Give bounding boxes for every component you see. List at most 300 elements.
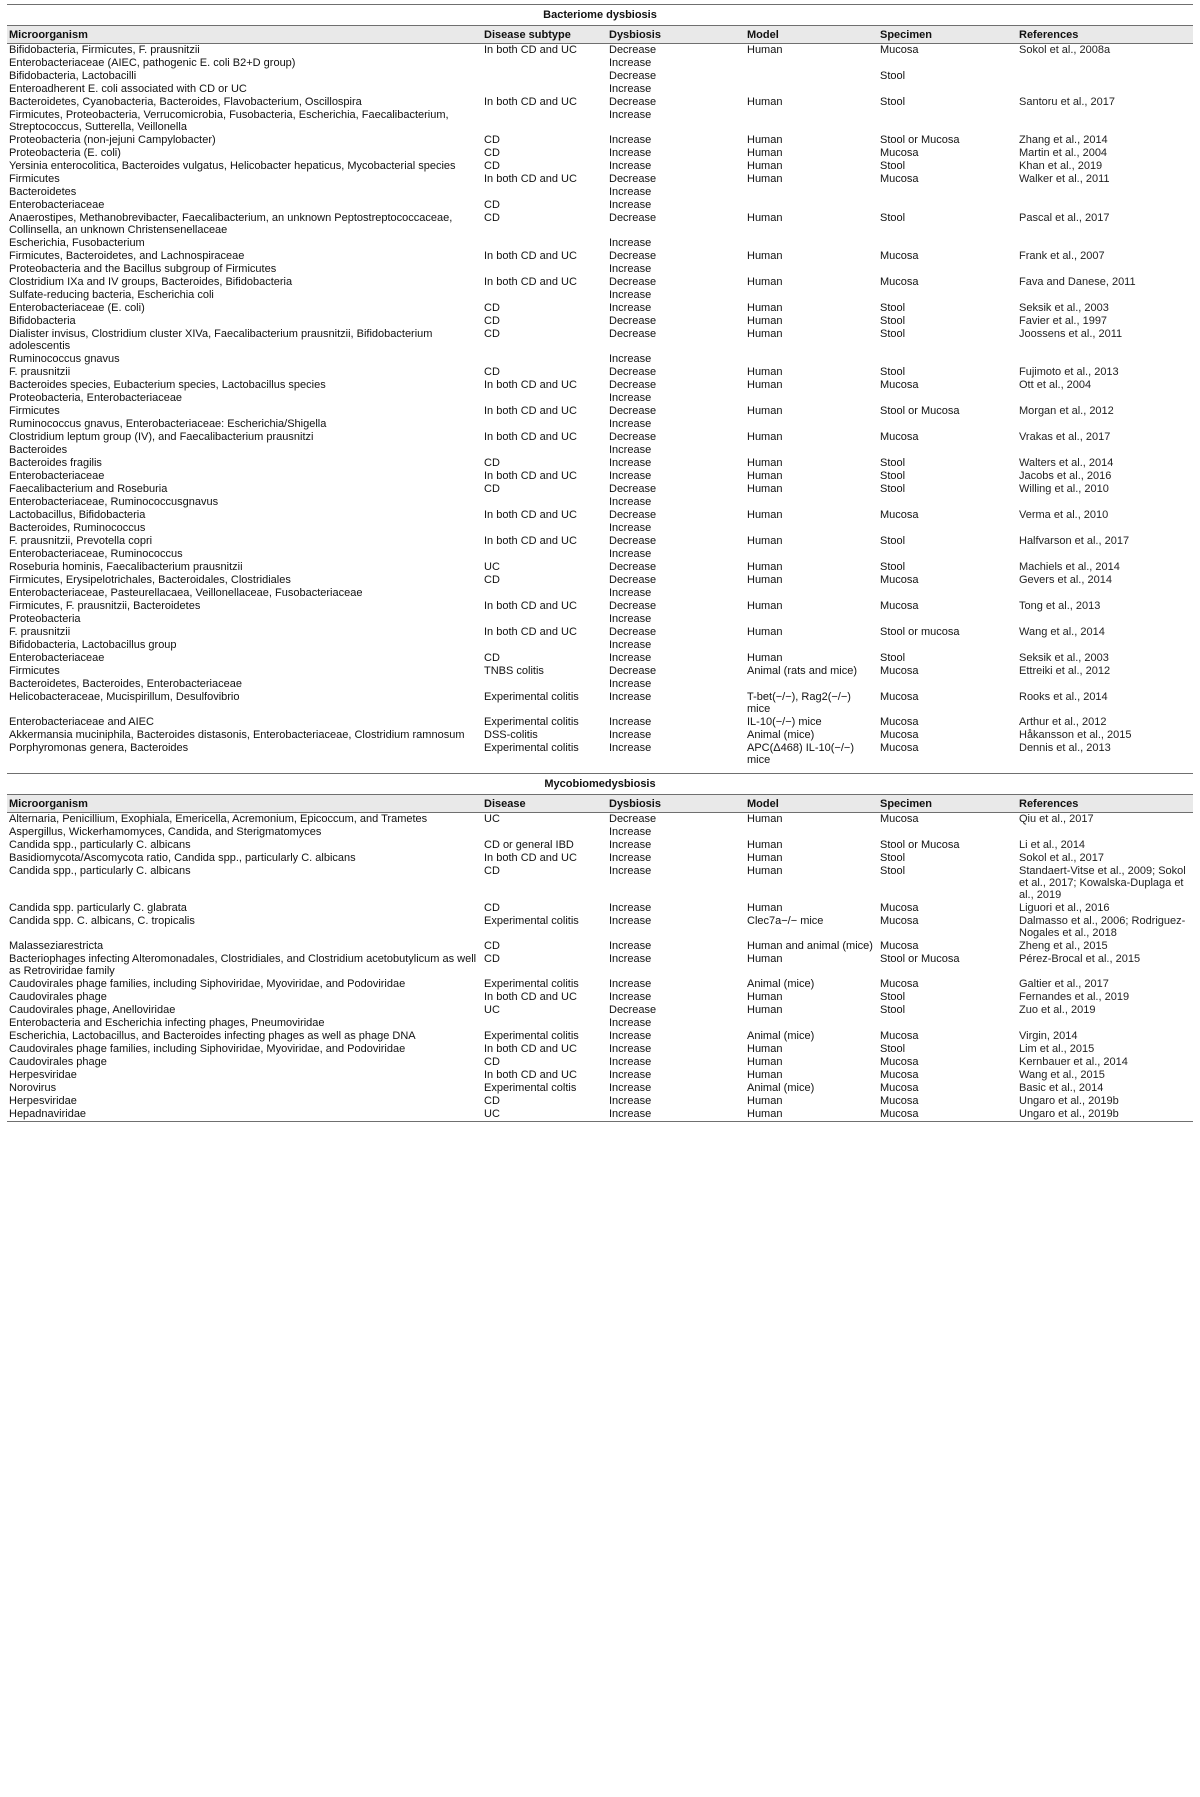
cell-dysbiosis: Decrease bbox=[609, 483, 657, 495]
cell-model: Human bbox=[747, 405, 783, 417]
table-row bbox=[7, 496, 1193, 509]
cell-model: Human bbox=[747, 1095, 783, 1107]
column-header-disease: Disease bbox=[482, 795, 607, 813]
cell-specimen: Mucosa bbox=[880, 44, 919, 56]
cell-dysbiosis: Decrease bbox=[609, 250, 657, 262]
table-row bbox=[7, 57, 1193, 70]
cell-dysbiosis: Increase bbox=[609, 134, 652, 146]
cell-disease: Experimental colitis bbox=[484, 978, 579, 990]
table-row bbox=[7, 1017, 1193, 1030]
cell-references: Morgan et al., 2012 bbox=[1019, 405, 1114, 417]
cell-references: Zuo et al., 2019 bbox=[1019, 1004, 1096, 1016]
cell-references: Sokol et al., 2008a bbox=[1019, 44, 1111, 56]
cell-model: Human bbox=[747, 315, 783, 327]
cell-dysbiosis: Increase bbox=[609, 289, 652, 301]
cell-microorganism: Firmicutes bbox=[9, 173, 60, 185]
table-row bbox=[7, 199, 1193, 212]
cell-microorganism: Herpesviridae bbox=[9, 1069, 77, 1081]
cell-model: Human bbox=[747, 134, 783, 146]
cell-dysbiosis: Increase bbox=[609, 826, 652, 838]
cell-disease bbox=[482, 639, 607, 652]
cell-disease: CD bbox=[484, 940, 500, 952]
cell-model: Human bbox=[747, 328, 783, 340]
mycobiome-section-title: Mycobiomedysbiosis bbox=[7, 774, 1193, 795]
cell-microorganism: Alternaria, Penicillium, Exophiala, Emericella, Acremonium, Epicoccum, and Trametes bbox=[9, 813, 428, 825]
cell-references: Seksik et al., 2003 bbox=[1019, 302, 1109, 314]
cell-dysbiosis: Increase bbox=[609, 1082, 652, 1094]
cell-specimen: Mucosa bbox=[880, 1095, 919, 1107]
cell-microorganism: Bifidobacteria, Lactobacillus group bbox=[9, 639, 177, 651]
cell-specimen bbox=[878, 418, 1017, 431]
cell-references: Machiels et al., 2014 bbox=[1019, 561, 1120, 573]
cell-disease bbox=[482, 263, 607, 276]
cell-microorganism: Faecalibacterium and Roseburia bbox=[9, 483, 168, 495]
table-row bbox=[7, 626, 1193, 639]
cell-microorganism: Roseburia hominis, Faecalibacterium prausnitzii bbox=[9, 561, 243, 573]
cell-model bbox=[745, 522, 878, 535]
cell-disease: TNBS colitis bbox=[484, 665, 544, 677]
cell-microorganism: Caudovirales phage families, including Siphoviridae, Myoviridae, and Podoviridae bbox=[9, 1043, 406, 1055]
cell-specimen bbox=[878, 186, 1017, 199]
cell-specimen: Mucosa bbox=[880, 431, 919, 443]
cell-specimen: Stool bbox=[880, 328, 906, 340]
cell-dysbiosis: Decrease bbox=[609, 366, 657, 378]
cell-references: Walters et al., 2014 bbox=[1019, 457, 1114, 469]
cell-disease: CD bbox=[484, 457, 500, 469]
cell-dysbiosis: Increase bbox=[609, 1108, 652, 1120]
cell-references: Khan et al., 2019 bbox=[1019, 160, 1103, 172]
cell-disease: Experimental colitis bbox=[484, 915, 579, 927]
table-row bbox=[7, 652, 1193, 665]
cell-model: Human bbox=[747, 652, 783, 664]
cell-references bbox=[1017, 392, 1193, 405]
cell-model bbox=[745, 289, 878, 302]
column-header-model: Model bbox=[745, 795, 878, 813]
table-row bbox=[7, 561, 1193, 574]
bacteriome-header-row bbox=[7, 26, 1193, 44]
cell-disease bbox=[482, 237, 607, 250]
cell-microorganism: Yersinia enterocolitica, Bacteroides vulgatus, Helicobacter hepaticus, Mycobacterial species bbox=[9, 160, 456, 172]
cell-model: Human and animal (mice) bbox=[747, 940, 873, 952]
column-header-references: References bbox=[1017, 26, 1193, 44]
cell-model: Human bbox=[747, 44, 783, 56]
cell-model bbox=[745, 186, 878, 199]
cell-specimen: Mucosa bbox=[880, 379, 919, 391]
table-row bbox=[7, 328, 1193, 353]
column-header-model: Model bbox=[745, 26, 878, 44]
cell-specimen: Stool bbox=[880, 1004, 906, 1016]
table-row bbox=[7, 1043, 1193, 1056]
cell-disease: CD bbox=[484, 328, 500, 340]
cell-disease: Experimental coltis bbox=[484, 1082, 577, 1094]
table-row bbox=[7, 522, 1193, 535]
column-header-references: References bbox=[1017, 795, 1193, 813]
cell-specimen: Stool bbox=[880, 1043, 906, 1055]
cell-dysbiosis: Increase bbox=[609, 729, 652, 741]
mycobiome-rows bbox=[7, 813, 1193, 1122]
cell-microorganism: Hepadnaviridae bbox=[9, 1108, 87, 1120]
cell-model bbox=[745, 70, 878, 83]
cell-specimen bbox=[878, 57, 1017, 70]
cell-disease: In both CD and UC bbox=[484, 173, 577, 185]
cell-disease bbox=[482, 186, 607, 199]
cell-microorganism: Sulfate-reducing bacteria, Escherichia coli bbox=[9, 289, 214, 301]
table-row bbox=[7, 535, 1193, 548]
cell-specimen: Stool bbox=[880, 865, 906, 877]
cell-disease: In both CD and UC bbox=[484, 276, 577, 288]
column-header-dysbiosis: Dysbiosis bbox=[607, 795, 745, 813]
table-row bbox=[7, 587, 1193, 600]
cell-disease bbox=[482, 444, 607, 457]
cell-references bbox=[1017, 548, 1193, 561]
cell-model: Human bbox=[747, 250, 783, 262]
cell-disease: In both CD and UC bbox=[484, 96, 577, 108]
cell-references: Lim et al., 2015 bbox=[1019, 1043, 1095, 1055]
cell-disease: UC bbox=[484, 1108, 500, 1120]
cell-dysbiosis: Decrease bbox=[609, 315, 657, 327]
cell-specimen: Mucosa bbox=[880, 1030, 919, 1042]
cell-model bbox=[745, 57, 878, 70]
cell-specimen bbox=[878, 1017, 1017, 1030]
cell-specimen: Mucosa bbox=[880, 940, 919, 952]
cell-specimen bbox=[878, 109, 1017, 134]
cell-microorganism: Proteobacteria (non-jejuni Campylobacter) bbox=[9, 134, 216, 146]
cell-microorganism: Anaerostipes, Methanobrevibacter, Faecalibacterium, an unknown Peptostreptococcaceae, Collinsella, an unknown Christensenellaceae bbox=[9, 212, 453, 236]
cell-specimen: Stool bbox=[880, 70, 906, 82]
cell-model bbox=[745, 392, 878, 405]
cell-references: Li et al., 2014 bbox=[1019, 839, 1086, 851]
cell-dysbiosis: Increase bbox=[609, 587, 652, 599]
cell-dysbiosis: Decrease bbox=[609, 431, 657, 443]
cell-microorganism: Bacteroides fragilis bbox=[9, 457, 102, 469]
cell-dysbiosis: Increase bbox=[609, 639, 652, 651]
cell-microorganism: Enterobacteriaceae, Ruminococcusgnavus bbox=[9, 496, 219, 508]
cell-disease bbox=[482, 353, 607, 366]
table-row bbox=[7, 915, 1193, 940]
cell-microorganism: Enterobacteriaceae, Ruminococcus bbox=[9, 548, 183, 560]
cell-specimen bbox=[878, 83, 1017, 96]
cell-microorganism: Caudovirales phage families, including Siphoviridae, Myoviridae, and Podoviridae bbox=[9, 978, 406, 990]
bacteriome-section bbox=[7, 5, 1193, 44]
cell-specimen: Stool bbox=[880, 991, 906, 1003]
cell-dysbiosis: Increase bbox=[609, 652, 652, 664]
cell-dysbiosis: Increase bbox=[609, 237, 652, 249]
cell-references: Standaert-Vitse et al., 2009; Sokol et al., 2017; Kowalska-Duplaga et al., 2019 bbox=[1019, 865, 1186, 901]
table-row bbox=[7, 405, 1193, 418]
table-row bbox=[7, 902, 1193, 915]
cell-specimen: Mucosa bbox=[880, 173, 919, 185]
cell-model: Animal (mice) bbox=[747, 1082, 815, 1094]
table-row bbox=[7, 1004, 1193, 1017]
cell-dysbiosis: Increase bbox=[609, 1056, 652, 1068]
cell-model bbox=[745, 639, 878, 652]
cell-specimen: Mucosa bbox=[880, 813, 919, 825]
cell-dysbiosis: Increase bbox=[609, 991, 652, 1003]
cell-dysbiosis: Increase bbox=[609, 109, 652, 121]
cell-model: Human bbox=[747, 574, 783, 586]
cell-specimen: Stool bbox=[880, 652, 906, 664]
cell-specimen bbox=[878, 639, 1017, 652]
cell-dysbiosis: Increase bbox=[609, 444, 652, 456]
cell-references: Halfvarson et al., 2017 bbox=[1019, 535, 1130, 547]
cell-specimen: Mucosa bbox=[880, 1082, 919, 1094]
table-row bbox=[7, 96, 1193, 109]
cell-references bbox=[1017, 199, 1193, 212]
cell-model bbox=[745, 263, 878, 276]
cell-model: Human bbox=[747, 212, 783, 224]
cell-dysbiosis: Increase bbox=[609, 83, 652, 95]
cell-model: Human bbox=[747, 1004, 783, 1016]
table-row bbox=[7, 302, 1193, 315]
table-row bbox=[7, 353, 1193, 366]
table-row bbox=[7, 1095, 1193, 1108]
cell-dysbiosis: Increase bbox=[609, 302, 652, 314]
cell-model: Human bbox=[747, 379, 783, 391]
cell-dysbiosis: Increase bbox=[609, 613, 652, 625]
cell-dysbiosis: Increase bbox=[609, 263, 652, 275]
cell-disease bbox=[482, 1017, 607, 1030]
cell-references: Zhang et al., 2014 bbox=[1019, 134, 1108, 146]
table-row bbox=[7, 444, 1193, 457]
cell-disease: Experimental colitis bbox=[484, 742, 579, 754]
cell-specimen: Mucosa bbox=[880, 742, 919, 754]
cell-references: Wang et al., 2014 bbox=[1019, 626, 1105, 638]
cell-model: Human bbox=[747, 457, 783, 469]
cell-specimen: Stool or mucosa bbox=[880, 626, 960, 638]
cell-disease bbox=[482, 70, 607, 83]
cell-microorganism: Norovirus bbox=[9, 1082, 57, 1094]
cell-references bbox=[1017, 613, 1193, 626]
cell-model bbox=[745, 237, 878, 250]
cell-microorganism: Bifidobacteria bbox=[9, 315, 76, 327]
cell-model: Human bbox=[747, 561, 783, 573]
cell-references: Dalmasso et al., 2006; Rodriguez-Nogales et al., 2018 bbox=[1019, 915, 1186, 939]
table-row bbox=[7, 276, 1193, 289]
cell-model: T-bet(−/−), Rag2(−/−) mice bbox=[747, 691, 851, 715]
cell-references bbox=[1017, 83, 1193, 96]
cell-model: Human bbox=[747, 600, 783, 612]
table-row bbox=[7, 70, 1193, 83]
cell-model: Human bbox=[747, 839, 783, 851]
cell-dysbiosis: Increase bbox=[609, 691, 652, 703]
cell-references: Santoru et al., 2017 bbox=[1019, 96, 1116, 108]
cell-specimen: Mucosa bbox=[880, 915, 919, 927]
cell-model: Human bbox=[747, 535, 783, 547]
table-row bbox=[7, 691, 1193, 716]
cell-microorganism: Enterobacteriaceae bbox=[9, 470, 105, 482]
column-header-specimen: Specimen bbox=[878, 795, 1017, 813]
cell-dysbiosis: Decrease bbox=[609, 574, 657, 586]
cell-disease: In both CD and UC bbox=[484, 44, 577, 56]
cell-specimen bbox=[878, 392, 1017, 405]
cell-microorganism: Enterobacteriaceae and AIEC bbox=[9, 716, 154, 728]
cell-references: Joossens et al., 2011 bbox=[1019, 328, 1123, 340]
cell-microorganism: Herpesviridae bbox=[9, 1095, 77, 1107]
table-row bbox=[7, 366, 1193, 379]
cell-microorganism: Bacteroidetes, Cyanobacteria, Bacteroides, Flavobacterium, Oscillospira bbox=[9, 96, 362, 108]
cell-model: Human bbox=[747, 483, 783, 495]
cell-disease: In both CD and UC bbox=[484, 626, 577, 638]
cell-disease bbox=[482, 392, 607, 405]
cell-microorganism: Ruminococcus gnavus bbox=[9, 353, 120, 365]
cell-disease: CD or general IBD bbox=[484, 839, 574, 851]
cell-references bbox=[1017, 237, 1193, 250]
cell-specimen: Stool bbox=[880, 96, 906, 108]
cell-specimen: Stool bbox=[880, 457, 906, 469]
cell-references: Tong et al., 2013 bbox=[1019, 600, 1101, 612]
cell-microorganism: Bacteroides, Ruminococcus bbox=[9, 522, 146, 534]
table-row bbox=[7, 237, 1193, 250]
cell-microorganism: Escherichia, Fusobacterium bbox=[9, 237, 145, 249]
cell-specimen bbox=[878, 353, 1017, 366]
cell-dysbiosis: Increase bbox=[609, 1017, 652, 1029]
cell-model bbox=[745, 444, 878, 457]
table-row bbox=[7, 613, 1193, 626]
cell-microorganism: Proteobacteria bbox=[9, 613, 81, 625]
cell-dysbiosis: Decrease bbox=[609, 96, 657, 108]
cell-disease bbox=[482, 587, 607, 600]
cell-specimen: Mucosa bbox=[880, 574, 919, 586]
cell-references: Wang et al., 2015 bbox=[1019, 1069, 1105, 1081]
cell-disease: CD bbox=[484, 953, 500, 965]
cell-specimen: Stool bbox=[880, 302, 906, 314]
table-bottom-rule bbox=[7, 1121, 1193, 1122]
cell-references: Fava and Danese, 2011 bbox=[1019, 276, 1136, 288]
cell-microorganism: Lactobacillus, Bifidobacteria bbox=[9, 509, 146, 521]
table-row bbox=[7, 940, 1193, 953]
cell-microorganism: Akkermansia muciniphila, Bacteroides distasonis, Enterobacteriaceae, Clostridium ramnosum bbox=[9, 729, 465, 741]
cell-model bbox=[745, 199, 878, 212]
cell-dysbiosis: Increase bbox=[609, 199, 652, 211]
cell-microorganism: Enterobacteria and Escherichia infecting phages, Pneumoviridae bbox=[9, 1017, 325, 1029]
cell-specimen: Mucosa bbox=[880, 902, 919, 914]
cell-references: Zheng et al., 2015 bbox=[1019, 940, 1108, 952]
cell-model: Animal (rats and mice) bbox=[747, 665, 858, 677]
cell-disease: CD bbox=[484, 574, 500, 586]
cell-specimen: Stool bbox=[880, 212, 906, 224]
cell-references: Håkansson et al., 2015 bbox=[1019, 729, 1132, 741]
cell-dysbiosis: Decrease bbox=[609, 44, 657, 56]
table-row bbox=[7, 431, 1193, 444]
cell-references: Jacobs et al., 2016 bbox=[1019, 470, 1112, 482]
cell-disease: In both CD and UC bbox=[484, 1043, 577, 1055]
mycobiome-header-row bbox=[7, 795, 1193, 813]
cell-model: Animal (mice) bbox=[747, 1030, 815, 1042]
cell-model: Human bbox=[747, 173, 783, 185]
cell-disease: UC bbox=[484, 1004, 500, 1016]
bacteriome-section-title: Bacteriome dysbiosis bbox=[7, 5, 1193, 26]
cell-dysbiosis: Increase bbox=[609, 522, 652, 534]
cell-specimen: Mucosa bbox=[880, 1108, 919, 1120]
cell-disease: In both CD and UC bbox=[484, 535, 577, 547]
table-row bbox=[7, 457, 1193, 470]
cell-microorganism: Basidiomycota/Ascomycota ratio, Candida spp., particularly C. albicans bbox=[9, 852, 356, 864]
cell-microorganism: Enterobacteriaceae (E. coli) bbox=[9, 302, 145, 314]
table-row bbox=[7, 852, 1193, 865]
cell-model bbox=[745, 109, 878, 134]
cell-model: Human bbox=[747, 865, 783, 877]
cell-model: Human bbox=[747, 902, 783, 914]
cell-specimen: Stool bbox=[880, 535, 906, 547]
cell-specimen bbox=[878, 587, 1017, 600]
cell-specimen bbox=[878, 289, 1017, 302]
cell-specimen: Stool bbox=[880, 852, 906, 864]
cell-disease: In both CD and UC bbox=[484, 379, 577, 391]
cell-microorganism: Enterobacteriaceae bbox=[9, 652, 105, 664]
cell-microorganism: Porphyromonas genera, Bacteroides bbox=[9, 742, 189, 754]
cell-references: Ungaro et al., 2019b bbox=[1019, 1095, 1119, 1107]
table-row bbox=[7, 263, 1193, 276]
cell-disease bbox=[482, 678, 607, 691]
section-title-row bbox=[7, 5, 1193, 26]
cell-microorganism: Aspergillus, Wickerhamomyces, Candida, and Sterigmatomyces bbox=[9, 826, 322, 838]
cell-references bbox=[1017, 678, 1193, 691]
cell-dysbiosis: Increase bbox=[609, 496, 652, 508]
cell-specimen: Mucosa bbox=[880, 729, 919, 741]
cell-microorganism: Helicobacteraceae, Mucispirillum, Desulfovibrio bbox=[9, 691, 240, 703]
cell-disease bbox=[482, 83, 607, 96]
cell-references: Kernbauer et al., 2014 bbox=[1019, 1056, 1128, 1068]
cell-specimen: Mucosa bbox=[880, 691, 919, 703]
cell-disease: CD bbox=[484, 315, 500, 327]
cell-references: Ettreiki et al., 2012 bbox=[1019, 665, 1111, 677]
table-row bbox=[7, 44, 1193, 58]
cell-specimen: Stool bbox=[880, 561, 906, 573]
cell-disease bbox=[482, 548, 607, 561]
cell-dysbiosis: Increase bbox=[609, 1030, 652, 1042]
cell-model: IL-10(−/−) mice bbox=[747, 716, 822, 728]
table-row bbox=[7, 729, 1193, 742]
table-row bbox=[7, 509, 1193, 522]
table-row bbox=[7, 160, 1193, 173]
cell-specimen: Stool bbox=[880, 366, 906, 378]
cell-model bbox=[745, 496, 878, 509]
cell-microorganism: Candida spp. particularly C. glabrata bbox=[9, 902, 187, 914]
cell-model bbox=[745, 826, 878, 839]
column-header-specimen: Specimen bbox=[878, 26, 1017, 44]
cell-microorganism: Malasseziarestricta bbox=[9, 940, 104, 952]
cell-disease: DSS-colitis bbox=[484, 729, 538, 741]
cell-disease: CD bbox=[484, 652, 500, 664]
cell-dysbiosis: Increase bbox=[609, 716, 652, 728]
table-row bbox=[7, 1082, 1193, 1095]
cell-references bbox=[1017, 289, 1193, 302]
table-row bbox=[7, 839, 1193, 852]
cell-dysbiosis: Increase bbox=[609, 865, 652, 877]
cell-dysbiosis: Increase bbox=[609, 953, 652, 965]
cell-microorganism: Proteobacteria (E. coli) bbox=[9, 147, 121, 159]
cell-specimen: Stool or Mucosa bbox=[880, 839, 960, 851]
cell-disease: CD bbox=[484, 160, 500, 172]
table-row bbox=[7, 678, 1193, 691]
cell-microorganism: Bifidobacteria, Lactobacilli bbox=[9, 70, 137, 82]
cell-model: Human bbox=[747, 302, 783, 314]
cell-references: Dennis et al., 2013 bbox=[1019, 742, 1111, 754]
cell-model: Human bbox=[747, 509, 783, 521]
table-row bbox=[7, 865, 1193, 902]
cell-dysbiosis: Decrease bbox=[609, 509, 657, 521]
bacteriome-rows bbox=[7, 44, 1193, 768]
cell-dysbiosis: Increase bbox=[609, 470, 652, 482]
cell-dysbiosis: Increase bbox=[609, 392, 652, 404]
cell-microorganism: Proteobacteria, Enterobacteriaceae bbox=[9, 392, 183, 404]
table-row bbox=[7, 548, 1193, 561]
cell-model bbox=[745, 548, 878, 561]
cell-references: Walker et al., 2011 bbox=[1019, 173, 1110, 185]
cell-specimen: Mucosa bbox=[880, 600, 919, 612]
table-row bbox=[7, 813, 1193, 827]
cell-microorganism: Proteobacteria and the Bacillus subgroup of Firmicutes bbox=[9, 263, 277, 275]
